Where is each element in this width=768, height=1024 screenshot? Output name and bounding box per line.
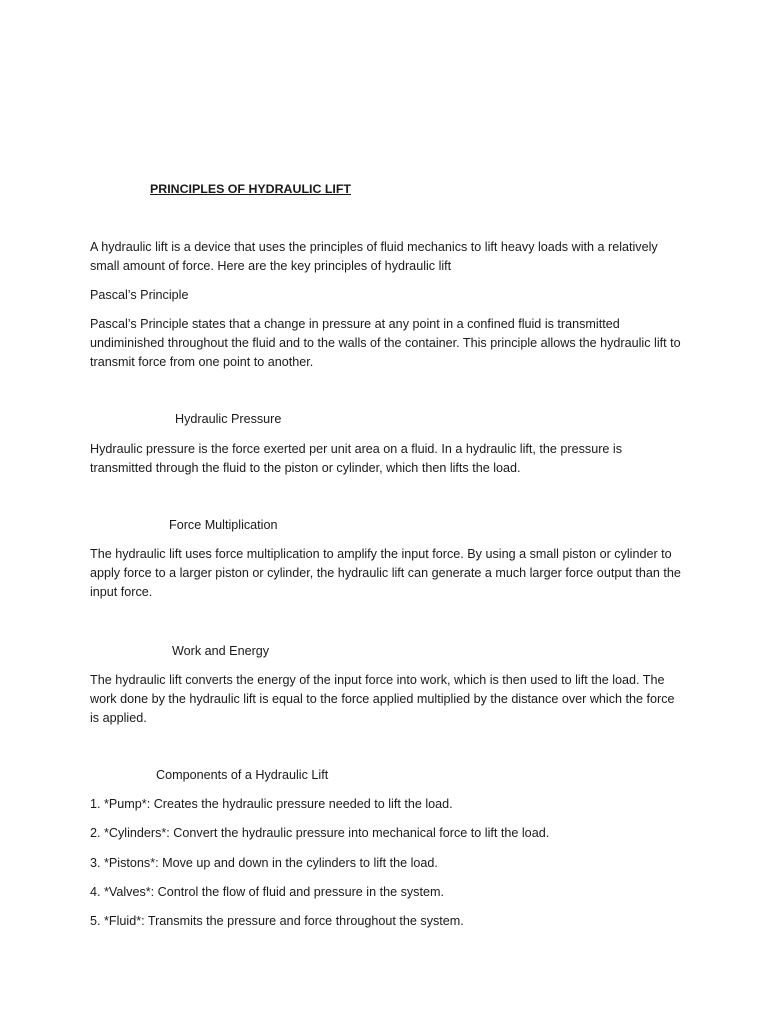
list-item: 5. *Fluid*: Transmits the pressure and force throughout the system. bbox=[90, 914, 464, 928]
list-item: 3. *Pistons*: Move up and down in the cylinders to lift the load. bbox=[90, 856, 438, 870]
list-item: 1. *Pump*: Creates the hydraulic pressure needed to lift the load. bbox=[90, 797, 453, 811]
force-heading: Force Multiplication bbox=[169, 518, 278, 532]
pressure-heading: Hydraulic Pressure bbox=[175, 412, 282, 426]
force-paragraph: The hydraulic lift uses force multiplication to amplify the input force. By using a small piston or cylinder to apply force to a larger piston or cylinder, the hydraulic lift can generate a much larger force output than the input force. bbox=[90, 547, 681, 599]
work-paragraph: The hydraulic lift converts the energy of the input force into work, which is then used to lift the load. The work done by the hydraulic lift is equal to the force applied multiplied by the distance over which the force is applied. bbox=[90, 673, 675, 725]
document-title: PRINCIPLES OF HYDRAULIC LIFT bbox=[150, 182, 352, 196]
list-item: 4. *Valves*: Control the flow of fluid and pressure in the system. bbox=[90, 885, 444, 899]
pascal-paragraph: Pascal’s Principle states that a change in pressure at any point in a confined fluid is transmitted undiminished throughout the fluid and to the walls of the container. This principle allows the hydraulic lift to transmit force from one point to another. bbox=[90, 317, 681, 369]
list-item: 2. *Cylinders*: Convert the hydraulic pressure into mechanical force to lift the load. bbox=[90, 826, 550, 840]
pressure-paragraph: Hydraulic pressure is the force exerted per unit area on a fluid. In a hydraulic lift, the pressure is transmitted through the fluid to the piston or cylinder, which then lifts the load. bbox=[90, 442, 622, 475]
intro-paragraph: A hydraulic lift is a device that uses the principles of fluid mechanics to lift heavy loads with a relatively small amount of force. Here are the key principles of hydraulic lift bbox=[90, 240, 658, 273]
work-heading: Work and Energy bbox=[172, 644, 270, 658]
pascal-heading: Pascal’s Principle bbox=[90, 288, 189, 302]
components-heading: Components of a Hydraulic Lift bbox=[156, 768, 329, 782]
